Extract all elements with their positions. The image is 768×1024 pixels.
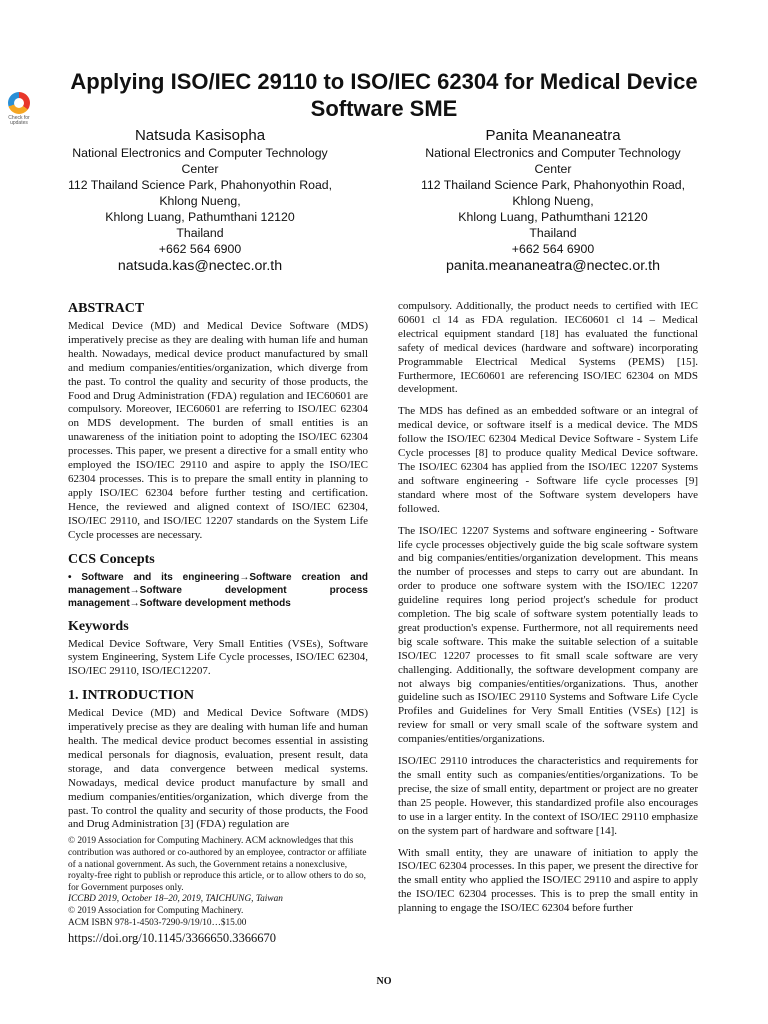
author-name: Natsuda Kasisopha — [134, 127, 266, 144]
keywords-text: Medical Device Software, Very Small Entities (VSEs), Software system Engineering, System Life Cycle processes, ISO/IEC 62304, ISO/IEC 29110, ISO/IEC12207. — [68, 637, 368, 678]
right-column — [398, 300, 698, 924]
doi-link[interactable]: https://doi.org/10.1145/3366650.3366670 — [68, 931, 276, 946]
introduction-text: Medical Device (MD) and Medical Device Software (MDS) imperatively precise as they are dealing with human life and human health. The medical device product becomes essential in assisting medical personals for diagnosis, evaluation, present result, data storage, and data convergence between medical systems. Nowadays, medical device product manufacture by small and medium companies/entities/organization, which diverge from the past. To control the quality and security of those products, the Food and Drug Administration [3] (FDA) regulation are — [68, 707, 368, 831]
copyright-acm: © 2019 Association for Computing Machinery. — [68, 905, 244, 916]
author-country: Thailand — [176, 226, 224, 240]
author-country: Thailand — [529, 226, 577, 240]
abstract-heading: ABSTRACT — [68, 301, 145, 316]
body-paragraph: ISO/IEC 29110 introduces the characteristics and requirements for the small entity such as companies/entities/organizations. To be precise, the size of small entity, department or project are no greater than 25 people. However, this standardized profile also encourages to use in a larger entity. In the context of ISO/IEC 29110 emphasize on the system part of hardware and software [14]. — [398, 755, 698, 837]
author-affiliation: National Electronics and Computer Technology — [72, 146, 328, 160]
author-affiliation: National Electronics and Computer Technology — [425, 146, 681, 160]
author-phone: +662 564 6900 — [158, 242, 242, 256]
author-address: Khlong Luang, Pathumthani 12120 — [105, 210, 295, 224]
left-column — [68, 300, 368, 946]
author-address: Khlong Luang, Pathumthani 12120 — [458, 210, 648, 224]
badge-label: Check for updates — [8, 115, 30, 126]
author-affiliation: Center — [534, 162, 572, 176]
author-email[interactable]: panita.meananeatra@nectec.or.th — [446, 258, 660, 274]
conference-info: ICCBD 2019, October 18–20, 2019, TAICHUNG, Taiwan — [68, 894, 283, 905]
author-phone: +662 564 6900 — [511, 242, 595, 256]
author-address: Khlong Nueng, — [159, 194, 241, 208]
author-affiliation: Center — [181, 162, 219, 176]
author-email[interactable]: natsuda.kas@nectec.or.th — [117, 258, 283, 274]
introduction-heading: 1. INTRODUCTION — [68, 688, 195, 704]
body-paragraph: The ISO/IEC 12207 Systems and software engineering - Software life cycle processes objectively guide the big scale software system and big companies/entities/organization development. This means the number of processes and steps to carry out are abundant. In order to produce one software system with the ISO/IEC 12207 guideline requires long period project's schedule for product completion. The big scale of software system potentially leads to great production's expense. Furthermore, not all requirements need big scale software. This make the suitable selection of a suitable ISO/IEC 12207 processes to fit small scale software are very challenging. Additionally, the software development company are not always big companies/entities/organizations. Thus, another guideline such as ISO/IEC 29110 Systems and Software Life Cycle Profiles and Guidelines for Very Small Entities (VSEs) [12] is review for small or very small scale of the software system and companies/entities/organizations. — [398, 524, 698, 746]
body-paragraph: compulsory. Additionally, the product needs to certified with IEC 60601 cl 14 as FDA regulation. IEC60601 cl 14 – Medical electrical equipment standard [18] has evaluated the functional safety of medical devices (hardware and software) incorporating Programmable Electrical Medical Systems (PEMS) [15]. Furthermore, IEC60601 are referencing ISO/IEC 62304 on MDS development. — [398, 300, 698, 396]
author-address: Khlong Nueng, — [512, 194, 594, 208]
keywords-heading: Keywords — [68, 618, 129, 634]
ccs-text: • Software and its engineering→Software creation and management→Software development process management→Software development methods — [68, 571, 368, 609]
author-address: 112 Thailand Science Park, Phahonyothin Road, — [67, 178, 333, 192]
page-number: NO — [376, 976, 392, 987]
author-address: 112 Thailand Science Park, Phahonyothin Road, — [420, 178, 686, 192]
copyright-block — [68, 836, 368, 929]
ccs-heading: CCS Concepts — [68, 551, 155, 567]
copyright-notice: © 2019 Association for Computing Machinery. ACM acknowledges that this contribution was authored or co-authored by an employee, contractor or affiliate of a national government. As such, the Government retains a nonexclusive, royalty-free right to publish or reproduce this article, or to allow others to do so, for Government purposes only. — [68, 836, 367, 893]
body-paragraph: The MDS has defined as an embedded software or an integral of medical device, or software itself is a medical device. The MDS follow the ISO/IEC 62304 Medical Device Software - System Life Cycle processes [8] to produce quality Medical Device software. The ISO/IEC 62304 has applied from the ISO/IEC 12207 Systems and software engineering - Software life cycle processes [9] standard where most of the Software system developers have followed. — [398, 405, 698, 515]
paper-title: Applying ISO/IEC 29110 to ISO/IEC 62304 for Medical Device Software SME — [70, 69, 698, 121]
author-block-1 — [50, 126, 350, 276]
author-name: Panita Meananeatra — [485, 127, 621, 144]
body-paragraph: With small entity, they are unaware of initiation to apply the ISO/IEC 62304 processes. In this paper, we present the directive for the small entity who applied the ISO/IEC 29110 and aspire to apply the ISO/IEC 62304 processes. This is to prep the small entity in planning to engage the ISO/IEC 62304 before further — [398, 846, 698, 915]
abstract-text: Medical Device (MD) and Medical Device Software (MDS) imperatively precise as they are dealing with human life and human health. Nowadays, medical device product manufactured by small and medium companies/entities/organization, which diverge from the past. To control the quality and security of those products, the Food and Drug Administration (FDA) regulation and IEC60601 are compulsory. Moreover, IEC60601 are referring to ISO/IEC 62304 on MDS development. The burden of small entities is an unawareness of the initiation point to adopting the ISO/IEC 62304 processes. This paper, we present a directive for a small entity who employed the ISO/IEC 29110 and aspire to apply the ISO/IEC 62304 processes. This is to prepare the small entity in planning to apply ISO/IEC 62304 before further testing and certification. Hence, the reviewed and aligned context of ISO/IEC 62304, ISO/IEC 29110, and ISO/IEC 12207 standards on the System Life Cycle processes are necessary. — [68, 320, 368, 541]
check-for-updates-badge[interactable] — [4, 92, 34, 126]
author-block-2 — [403, 126, 703, 276]
check-updates-icon — [8, 92, 30, 114]
isbn: ACM ISBN 978-1-4503-7290-9/19/10…$15.00 — [68, 917, 247, 928]
